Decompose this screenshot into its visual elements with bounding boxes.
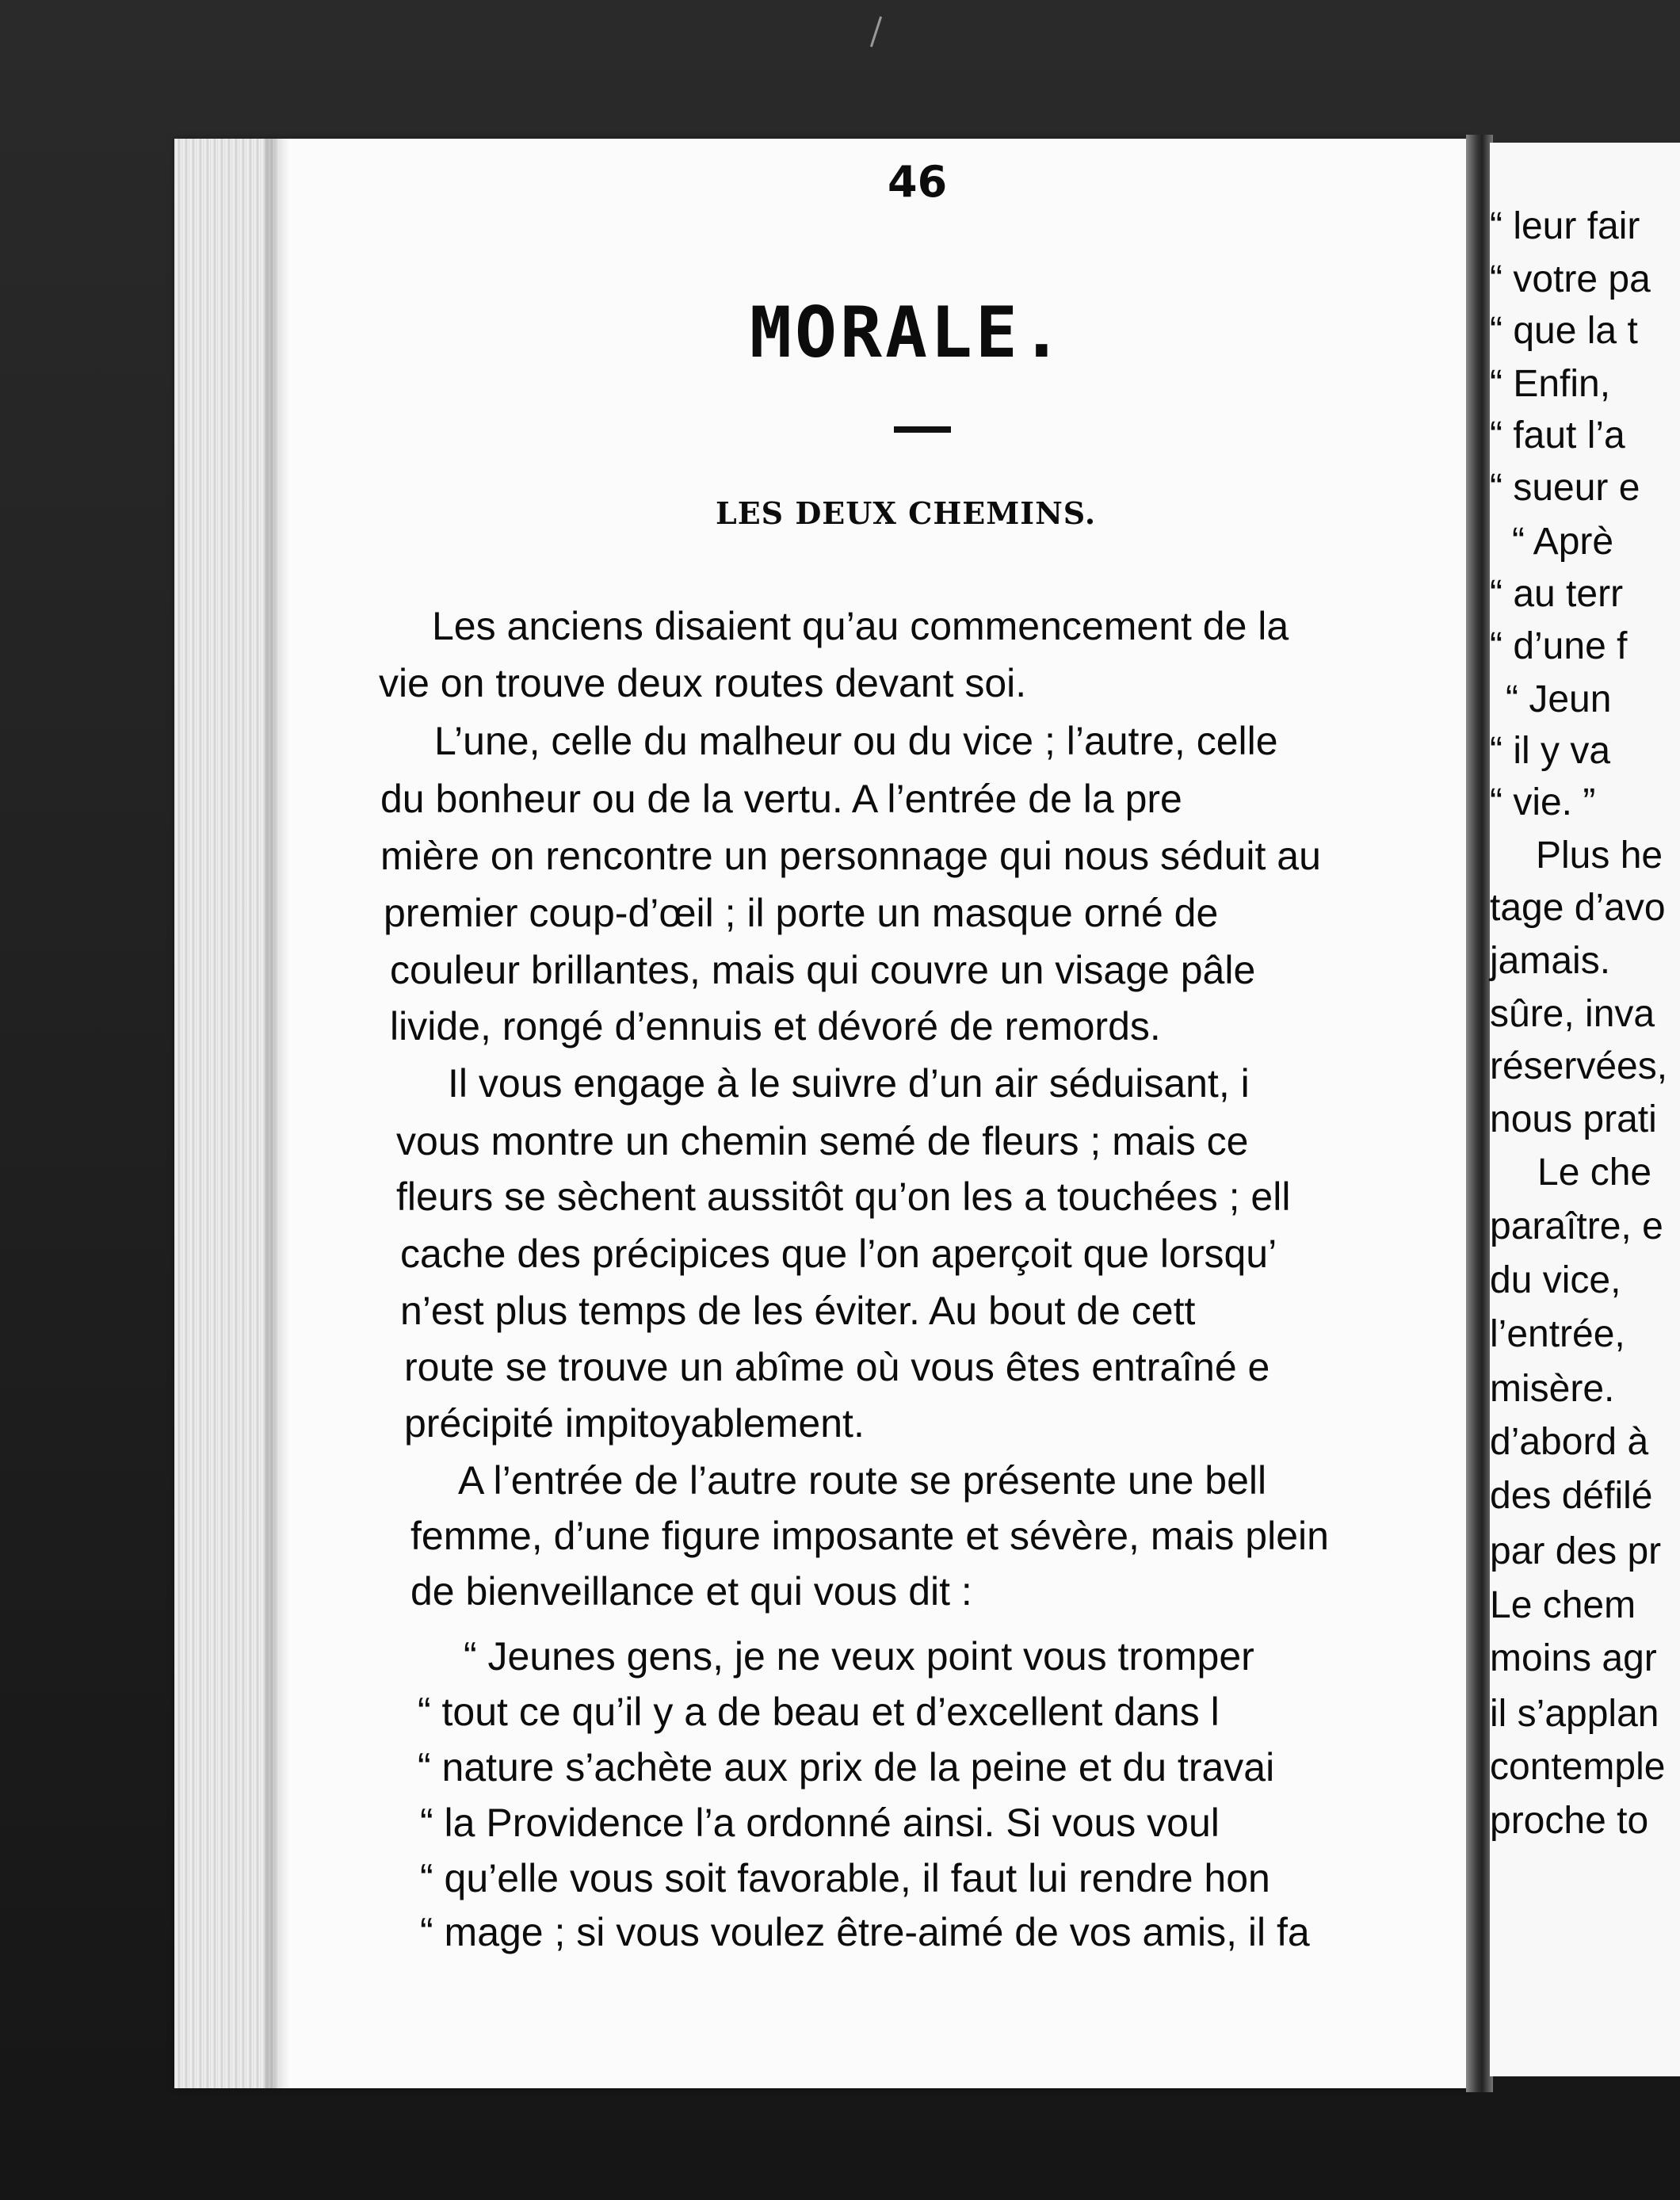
right-line: l’entrée,	[1490, 1313, 1625, 1355]
body-line: Les anciens disaient qu’au commencement de la	[432, 604, 1289, 648]
right-line: du vice,	[1490, 1259, 1621, 1301]
page-edges	[174, 139, 277, 2088]
body-line: n’est plus temps de les éviter. Au bout de cett	[400, 1289, 1196, 1333]
title-separator	[894, 426, 951, 433]
right-line: nous prati	[1490, 1098, 1657, 1140]
right-line: “ Jeun	[1506, 678, 1612, 720]
right-line: Plus he	[1536, 835, 1663, 877]
body-line: route se trouve un abîme où vous êtes entraîné e	[404, 1345, 1270, 1389]
right-line: paraître, e	[1490, 1205, 1663, 1247]
left-page	[174, 139, 1474, 2088]
right-line: jamais.	[1490, 940, 1611, 982]
body-line: couleur brillantes, mais qui couvre un visage pâle	[390, 948, 1256, 992]
body-line: L’une, celle du malheur ou du vice ; l’autre, celle	[434, 719, 1278, 763]
body-line: fleurs se sèchent aussitôt qu’on les a touchées ; ell	[396, 1174, 1291, 1219]
body-line: “ mage ; si vous voulez être-aimé de vos amis, il fa	[420, 1910, 1310, 1954]
chapter-title: MORALE.	[750, 292, 1066, 373]
right-page-clip	[1474, 143, 1680, 2076]
body-line: “ la Providence l’a ordonné ainsi. Si vous voul	[420, 1801, 1220, 1845]
right-line: “ d’une f	[1490, 625, 1628, 667]
right-line: “ votre pa	[1490, 258, 1651, 300]
body-line: livide, rongé d’ennuis et dévoré de remords.	[390, 1004, 1161, 1048]
right-line: par des pr	[1490, 1530, 1662, 1572]
body-line: cache des précipices que l’on aperçoit que lorsqu’	[400, 1232, 1277, 1276]
right-line: Le chem	[1490, 1584, 1636, 1626]
right-line: il s’applan	[1490, 1693, 1659, 1735]
body-line: mière on rencontre un personnage qui nous séduit au	[380, 834, 1321, 878]
right-line: “ Aprè	[1512, 521, 1614, 563]
right-line: “ au terr	[1490, 573, 1624, 615]
body-line: de bienveillance et qui vous dit :	[410, 1569, 972, 1614]
right-line: “ que la t	[1490, 310, 1638, 352]
body-line: “ tout ce qu’il y a de beau et d’excellent dans l	[418, 1690, 1220, 1734]
body-line: vie on trouve deux routes devant soi.	[379, 661, 1027, 705]
right-line: tage d’avo	[1490, 887, 1666, 929]
body-line: premier coup-d’œil ; il porte un masque orné de	[384, 891, 1219, 935]
right-line: misère.	[1490, 1368, 1615, 1410]
body-line: “ Jeunes gens, je ne veux point vous tromper	[464, 1634, 1254, 1679]
right-line: “ faut l’a	[1490, 414, 1625, 456]
right-line: contemple	[1490, 1746, 1666, 1788]
body-line: A l’entrée de l’autre route se présente une bell	[458, 1458, 1267, 1503]
body-line: Il vous engage à le suivre d’un air séduisant, i	[448, 1061, 1250, 1106]
body-line: “ nature s’achète aux prix de la peine et du travai	[418, 1745, 1275, 1789]
body-line: vous montre un chemin semé de fleurs ; mais ce	[396, 1119, 1249, 1163]
page-edges-shadow	[265, 139, 289, 2088]
body-line: “ qu’elle vous soit favorable, il faut lui rendre hon	[420, 1856, 1270, 1900]
section-title: LES DEUX CHEMINS.	[716, 495, 1097, 531]
right-line: réservées,	[1490, 1045, 1668, 1087]
body-line: femme, d’une figure imposante et sévère, mais plein	[410, 1514, 1329, 1558]
body-line: précipité impitoyablement.	[404, 1401, 865, 1446]
right-line: d’abord à	[1490, 1421, 1649, 1463]
right-line: des défilé	[1490, 1475, 1653, 1517]
right-line: “ leur fair	[1490, 205, 1640, 247]
right-line: “ Enfin,	[1490, 363, 1611, 405]
right-line: Le che	[1537, 1152, 1652, 1194]
right-line: sûre, inva	[1490, 993, 1655, 1035]
right-line: proche to	[1490, 1800, 1649, 1842]
body-line: du bonheur ou de la vertu. A l’entrée de la pre	[380, 777, 1182, 821]
right-line: moins agr	[1490, 1637, 1657, 1679]
right-line: “ vie. ”	[1490, 781, 1596, 823]
right-line: “ il y va	[1490, 730, 1611, 772]
right-line: “ sueur e	[1490, 467, 1640, 509]
page-number: 46	[888, 157, 948, 207]
